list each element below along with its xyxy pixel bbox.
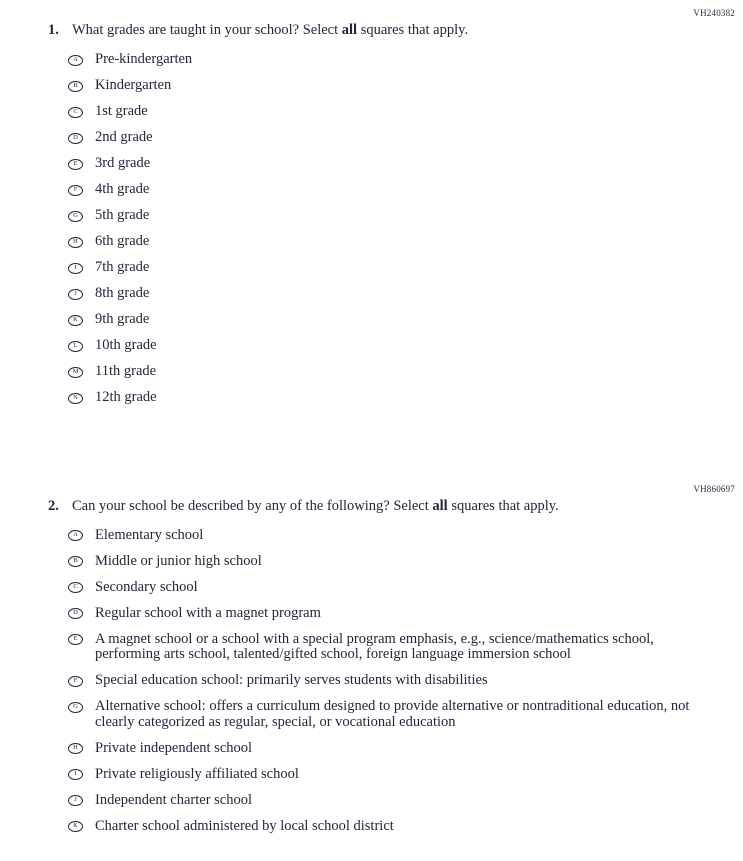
- option-row: [68, 364, 735, 380]
- option-row: [68, 130, 735, 146]
- question-2-code: VH860697: [693, 483, 735, 494]
- oval-letter: H: [73, 237, 78, 245]
- question-2: [48, 484, 735, 835]
- option-row: [68, 338, 735, 354]
- oval-letter: A: [73, 531, 78, 539]
- option-label: 11th grade: [95, 363, 157, 379]
- option-label: 12th grade: [95, 389, 157, 405]
- question-2-header: [48, 498, 735, 515]
- option-row: [68, 767, 735, 783]
- option-row: [68, 554, 735, 570]
- option-row: [68, 260, 735, 276]
- option-label: Pre-kindergarten: [95, 51, 193, 67]
- option-label: 1st grade: [95, 103, 148, 119]
- option-row: [68, 699, 735, 730]
- question-text-before: Can your school be described by any of the following? Select: [72, 497, 433, 514]
- option-label: 4th grade: [95, 181, 150, 197]
- option-label: Kindergarten: [95, 77, 172, 93]
- oval-letter: A: [73, 55, 78, 63]
- oval-letter: K: [73, 315, 78, 323]
- option-label: 2nd grade: [95, 129, 153, 145]
- oval-letter: J: [74, 796, 77, 804]
- answer-oval[interactable]: [68, 289, 83, 300]
- option-row: [68, 312, 735, 328]
- oval-letter: F: [73, 185, 78, 193]
- option-label: Alternative school: offers a curriculum designed to provide alternative or nontraditional education, not clearly categorized as regular, special, or vocational education: [95, 698, 690, 730]
- option-row: [68, 673, 735, 689]
- option-row: [68, 528, 735, 544]
- option-label: 8th grade: [95, 285, 150, 301]
- answer-oval[interactable]: [68, 315, 83, 326]
- answer-oval[interactable]: [68, 263, 83, 274]
- oval-letter: E: [73, 635, 78, 643]
- oval-letter: H: [73, 744, 78, 752]
- oval-letter: N: [73, 393, 78, 401]
- option-row: [68, 52, 735, 68]
- option-label: 6th grade: [95, 233, 150, 249]
- oval-letter: C: [73, 583, 78, 591]
- option-label: Secondary school: [95, 578, 198, 595]
- question-number: 1.: [48, 22, 59, 38]
- option-row: [68, 286, 735, 302]
- answer-oval[interactable]: [68, 211, 83, 222]
- question-text: [72, 22, 468, 39]
- question-text: [72, 498, 559, 515]
- oval-letter: B: [73, 81, 78, 89]
- answer-oval[interactable]: [68, 769, 83, 780]
- oval-letter: B: [73, 557, 78, 565]
- option-row: [68, 390, 735, 406]
- option-row: [68, 819, 735, 835]
- answer-oval[interactable]: [68, 159, 83, 170]
- answer-oval[interactable]: [68, 634, 83, 645]
- oval-letter: G: [73, 211, 78, 219]
- oval-letter: E: [73, 159, 78, 167]
- answer-oval[interactable]: [68, 55, 83, 66]
- option-label: Elementary school: [95, 526, 204, 543]
- option-label: 5th grade: [95, 207, 150, 223]
- option-label: Private religiously affiliated school: [95, 765, 299, 782]
- answer-oval[interactable]: [68, 81, 83, 92]
- option-label: Special education school: primarily serves students with disabilities: [95, 672, 488, 688]
- oval-letter: D: [73, 609, 78, 617]
- answer-oval[interactable]: [68, 743, 83, 754]
- question-1: [48, 8, 735, 406]
- answer-oval[interactable]: [68, 608, 83, 619]
- option-row: [68, 793, 735, 809]
- option-row: [68, 104, 735, 120]
- option-label: 9th grade: [95, 311, 150, 327]
- question-1-header: [48, 22, 735, 39]
- answer-oval[interactable]: [68, 821, 83, 832]
- oval-letter: K: [73, 822, 78, 830]
- option-label: Middle or junior high school: [95, 552, 262, 569]
- answer-oval[interactable]: [68, 795, 83, 806]
- option-label: Private independent school: [95, 739, 253, 756]
- option-row: [68, 606, 735, 622]
- question-text-before: What grades are taught in your school? Select: [72, 22, 342, 38]
- option-label: 10th grade: [95, 337, 157, 353]
- answer-oval[interactable]: [68, 530, 83, 541]
- option-row: [68, 580, 735, 596]
- option-label: Independent charter school: [95, 791, 253, 808]
- answer-oval[interactable]: [68, 556, 83, 567]
- answer-oval[interactable]: [68, 702, 83, 713]
- answer-oval[interactable]: [68, 185, 83, 196]
- oval-letter: L: [73, 341, 78, 349]
- answer-oval[interactable]: [68, 393, 83, 404]
- question-1-options: [68, 52, 735, 406]
- option-row: [68, 741, 735, 757]
- question-text-after: squares that apply.: [357, 22, 469, 38]
- oval-letter: D: [73, 133, 78, 141]
- oval-letter: F: [73, 676, 78, 684]
- option-label: Regular school with a magnet program: [95, 604, 321, 621]
- question-text-bold: all: [341, 22, 358, 38]
- answer-oval[interactable]: [68, 341, 83, 352]
- oval-letter: J: [74, 289, 77, 297]
- option-row: [68, 156, 735, 172]
- option-row: [68, 234, 735, 250]
- option-row: [68, 78, 735, 94]
- question-2-options: [68, 528, 735, 835]
- oval-letter: I: [74, 263, 77, 271]
- answer-oval[interactable]: [68, 237, 83, 248]
- question-1-code: VH240382: [693, 8, 735, 18]
- question-text-after: squares that apply.: [447, 497, 559, 514]
- option-label: 7th grade: [95, 259, 150, 275]
- answer-oval[interactable]: [68, 133, 83, 144]
- oval-letter: I: [74, 770, 77, 778]
- answer-oval[interactable]: [68, 676, 83, 687]
- option-row: [68, 632, 735, 663]
- option-label: Charter school administered by local school district: [95, 817, 394, 834]
- answer-oval[interactable]: [68, 107, 83, 118]
- option-row: [68, 182, 735, 198]
- answer-oval[interactable]: [68, 582, 83, 593]
- oval-letter: M: [72, 367, 79, 375]
- question-text-bold: all: [432, 497, 448, 514]
- option-row: [68, 208, 735, 224]
- oval-letter: G: [73, 702, 78, 710]
- question-number: 2.: [48, 497, 59, 514]
- option-label: 3rd grade: [95, 155, 151, 171]
- option-label: A magnet school or a school with a special program emphasis, e.g., science/mathematics school, performing arts school, talented/gifted school, foreign language immersion school: [95, 630, 654, 662]
- oval-letter: C: [73, 107, 78, 115]
- answer-oval[interactable]: [68, 367, 83, 378]
